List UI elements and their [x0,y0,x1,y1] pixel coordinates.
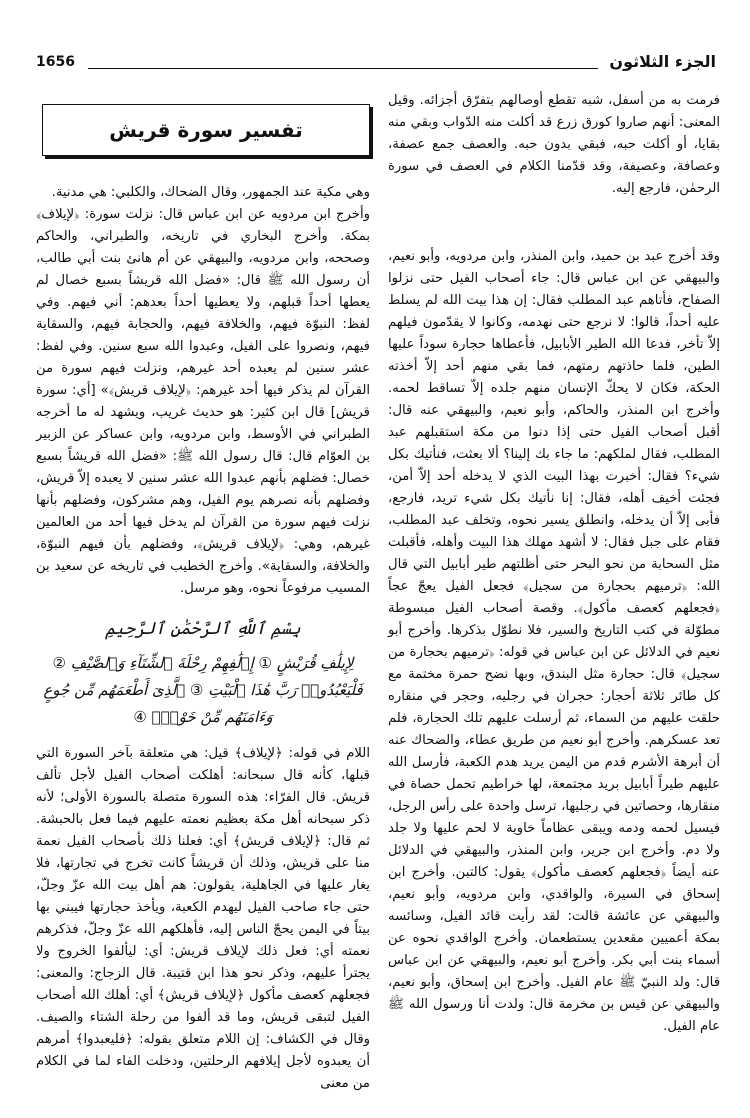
left-paragraph-2: اللام في قوله: ﴿لإيلاف﴾ قيل: هي متعلقة بآخر السورة التي قبلها، كأنه قال سبحانه: أهلكت أصحاب الفيل لأجل تألف قريش. قال الفرّاء: هذه السورة متصلة بالسورة الأولى؛ لأنه ذكر سبحانه أهل مكة بعظيم نعمته عليهم فيما فعل بالحبشة. ثم قال: ﴿لإيلاف قريش﴾ أي: فعلنا ذلك بأصحاب الفيل نعمة منا على قريش، وذلك أن قريشاً كانت تخرج في تجارتها، فلا يغار عليها في الجاهلية، يقولون: هم أهل بيت الله عزّ وجلّ، حتى جاء صاحب الفيل ليهدم الكعبة، ويأخذ حجارتها فيبني بها بيتاً في اليمن يحجّ الناس إليه، فأهلكهم الله عزّ وجلّ، فذكرهم نعمته أي: فعل ذلك لإيلاف قريش: أي: ليألفوا الخروج ولا يجترأ عليهم، وذكر نحو هذا ابن قتيبة. قال الزجاج: والمعنى: فجعلهم كعصف مأكول ﴿لإيلاف قريش﴾ أي: أهلك الله أصحاب الفيل لتبقى قريش، وما قد ألفوا من رحلة الشتاء والصيف. وقال في الكشاف: إن اللام متعلق بقوله: ﴿فليعبدوا﴾ أمرهم أن يعبدوه لأجل إيلافهم الرحلتين، ودخلت الفاء لما في الكلام من معنى [36,746,370,1091]
left-column [36,100,370,1095]
left-paragraph-1: وأخرج ابن مردويه عن ابن عباس قال: نزلت سورة: ﴿لإيلاف﴾ بمكة. وأخرج البخاري في تاريخه، والطبراني، والحاكم وصححه، وابن مردويه، والبيهقي عن أم هانئ بنت أبي طالب، أن رسول الله ﷺ قال: «فضل الله قريشاً بسبع خصال لم يعطها أحداً قبلهم، ولا يعطيها أحداً بعدهم: أني فيهم. وفي لفظ: النبوّة فيهم، والخلافة فيهم، والحجابة فيهم، والسقاية فيهم، ونصروا على الفيل، وعبدوا الله سبع سنين. وفي لفظ: عشر سنين لم يعبده أحد غيرهم، ونزلت فيهم سورة من القرآن لم يذكر فيها أحد غيرهم: ﴿لإيلاف قريش﴾» [أي: سورة قريش] قال ابن كثير: هو حديث غريب، ويشهد له ما أخرجه الطبراني في الأوسط، وابن مردويه، وابن عساكر عن الزبير بن العوّام قال: قال رسول الله ﷺ: «فضل الله قريشاً بسبع خصال: فضلهم بأنهم عبدوا الله عشر سنين لا يعبده إلاّ قريش، وفضلهم بأنه نصرهم يوم الفيل، وهم مشركون، وفضلهم بأنها نزلت فيهم سورة من القرآن لم يدخل فيها أحد من العالمين غيرهم، وهي: ﴿لإيلاف قريش﴾، وفضلهم بأن فيهم النبوّة، والخلافة، والسقاية». وأخرج الخطيب في تاريخه عن سعيد بن المسيب مرفوعاً نحوه، وهو مرسل. [36,207,370,596]
surah-intro: وهي مكية عند الجمهور، وقال الضحاك، والكلبي: هي مدنية. [51,185,370,200]
right-paragraph-2: وقد أخرج عبد بن حميد، وابن المنذر، وابن مردويه، وأبو نعيم، والبيهقي عن ابن عباس قال: جاء أصحاب الفيل حتى نزلوا الصفاح، فأتاهم عبد المطلب فقال: إن هذا بيت الله لم يسلط عليه أحداً، قالوا: لا نرجع حتى نهدمه، وكانوا لا يقدّمون فيلهم إلاّ تأخر، فدعا الله الطير الأبابيل، فأعطاها حجارة سوداً عليها الطين، فلما حاذتهم رمتهم، فما بقي منهم أحد إلاّ أخذته الحكة، فكان لا يحكّ الإنسان منهم جلده إلاّ تساقط لحمه. وأخرج ابن المنذر، والحاكم، وأبو نعيم، والبيهقي عنه قال: أقبل أصحاب الفيل حتى إذا دنوا من مكة استقبلهم عبد المطلب، فقال لملكهم: ما جاء بك إلينا؟ ألا بعثت، فنأتيك بكل شيء؟ فقال: أخبرت بهذا البيت الذي لا يدخله أحد إلاّ أمن، فجئت أخيف أهله، فقال: إنا نأتيك بكل شيء تريد، فارجع، فأبى إلاّ أن يدخله، وانطلق يسير نحوه، وتخلف عبد المطلب، فقام على جبل فقال: لا أشهد مهلك هذا البيت وأهله، فأقبلت مثل السحابة من نحو البحر حتى أظلتهم طير أبابيل التي قال الله: ﴿ترميهم بحجارة من سجيل﴾ فجعل الفيل يعجّ عجاً ﴿فجعلهم كعصف مأكول﴾. وقصة أصحاب الفيل مبسوطة مطوّلة في كتب التاريخ والسير، فلا نطوّل بذكرها. وأخرج أبو نعيم في الدلائل عن ابن عباس في قوله: ﴿ترميهم بحجارة من سجيل﴾ قال: حجارة مثل البندق، وبها نضح حمرة مختمة مع كل طائر ثلاثة أحجار: حجران في رجليه، وحجر في منقاره حلقت عليهم من السماء، ثم أرسلت عليهم تلك الحجارة، فلم تعد عسكرهم. وأخرج أبو نعيم من طريق عطاء، والضحاك عنه أن أبرهة الأشرم قدم من اليمن يريد هدم الكعبة، فأرسل الله عليهم طيراً أبابيل بريد مجتمعة، لها خراطيم تحمل حصاة في منقارها، وحصاتين في رجليها، ترسل واحدة على رأس الرجل، فيسيل لحمه ودمه ويبقى عظاماً خاوية لا لحم عليها ولا جلد ولا دم. وأخرج ابن جرير، وابن المنذر، والبيهقي في الدلائل عنه أيضاً ﴿فجعلهم كعصف مأكول﴾ يقول: كالتبن. وأخرج ابن إسحاق في السيرة، والواقدي، وابن مردويه، وأبو نعيم، والبيهقي عن عائشة قالت: لقد رأيت قائد الفيل، وسائسه بمكة أعميين مقعدين يستطعمان. وأخرج الواقدي نحوه عن أسماء بنت أبي بكر. وأخرج أبو نعيم، والبيهقي عن ابن عباس قال: ولد النبيّ ﷺ عام الفيل. وأخرج ابن إسحاق، وأبو نعيم، والبيهقي عن قيس بن مخرمة قال: ولدت أنا ورسول الله ﷺ عام الفيل. [388,249,720,1034]
surah-title: تفسير سورة قريش [109,118,303,142]
right-column [388,90,720,1038]
basmala: بِسْمِ ٱللَّهِ ٱلرَّحْمَٰنِ ٱلرَّحِيمِ [105,619,301,639]
page-number: 1656 [36,54,75,70]
page-header [36,54,716,76]
quran-verses: لِإِيلَٰفِ قُرَيْشٍ ① إِۦلَٰفِهِمْ رِحْلَةَ ٱلشِّتَآءِ وَٱلصَّيْفِ ② فَلْيَعْبُدُوا۟ رَبَّ هَٰذَا ٱلْبَيْتِ ③ ٱلَّذِىٓ أَطْعَمَهُم مِّن جُوعٍ وَءَامَنَهُم مِّنْ خَوْفٍۭ ④ [43,654,363,726]
header-rule [88,68,598,69]
paragraph-gap [388,200,720,246]
part-title: الجزء الثلاثون [609,52,716,71]
surah-title-box [42,104,370,156]
right-paragraph-1: فرمت به من أسفل، شبه تقطع أوصالهم بتفرّق أجزائه. وقيل المعنى: أنهم صاروا كورق زرع قد أكلت منه الدّواب وبقي منه بقايا، أو أكلت حبه، فبقي بدون حبه. والعصف جمع عصفة، وعصافة، وعصيفة، وقد قدّمنا الكلام في العصف في سورة الرحمٰن، فارجع إليه. [388,93,720,196]
